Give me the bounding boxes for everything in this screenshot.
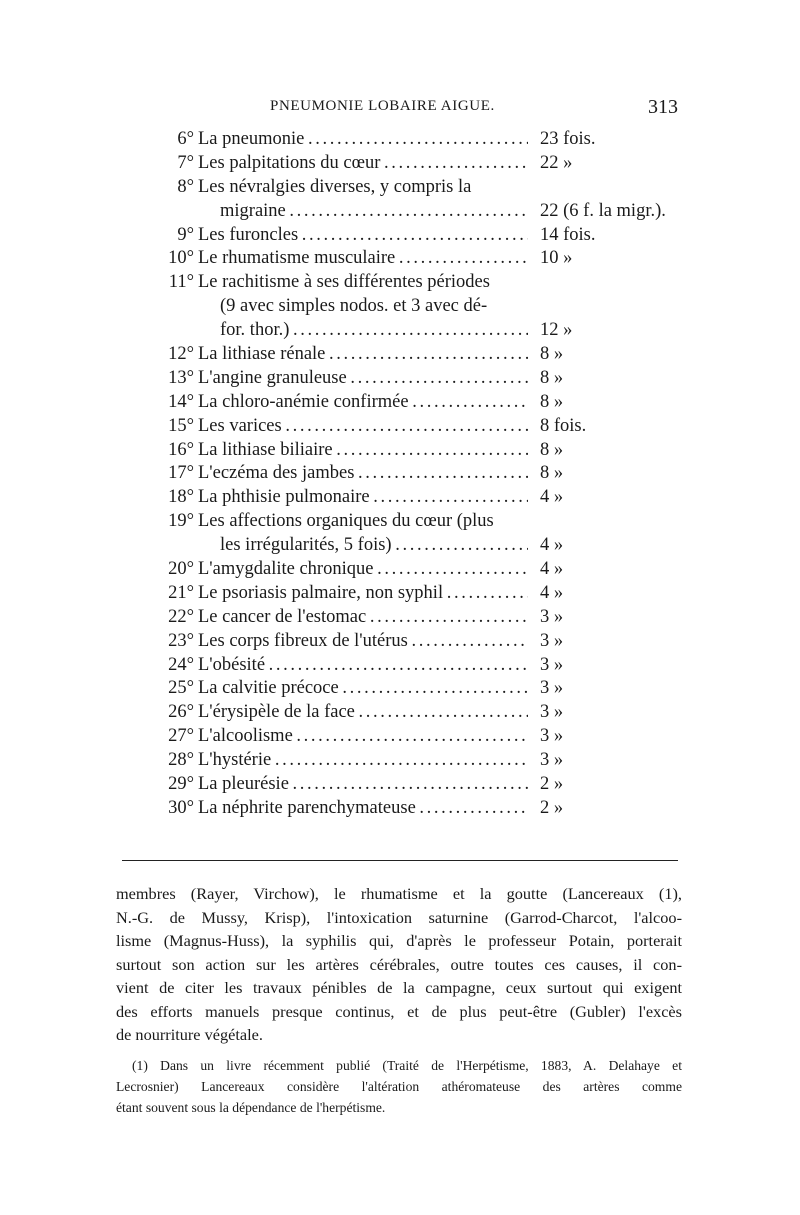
item-text: Les affections organiques du cœur (plus [198,511,494,532]
item-count: 10 » [540,248,573,269]
item-text: L'angine granuleuse . . . [198,367,528,391]
item-count: 23 fois. [540,129,596,149]
item-count: 12 » [540,320,573,341]
list-line [152,247,612,271]
list-item [152,176,666,224]
item-text: L'amygdalite chronique . . . [198,558,528,582]
list-line [152,606,612,630]
item-text: La lithiase rénale . . . [198,343,528,367]
list-line [152,797,612,821]
item-count: 22 » [540,152,573,173]
list-line [152,319,612,343]
statistics-list [152,128,666,821]
list-line [152,200,666,224]
list-line [152,510,612,534]
footnote-divider [122,860,678,861]
list-line [152,654,612,678]
item-count: 4 » [540,535,564,556]
item-number: 20° [168,559,194,580]
item-number: 29° [168,774,194,795]
item-number: 22° [168,606,194,627]
item-text: L'érysipèle de la face . . . [198,701,528,725]
item-number: 6° [177,129,194,149]
item-count: 14 fois. [540,224,596,245]
item-number: 7° [177,152,194,173]
item-count: 8 » [540,463,564,484]
item-count: 2 » [540,797,564,818]
item-text: L'alcoolisme . . . [198,725,528,749]
item-number: 8° [177,176,194,197]
list-item [152,606,612,630]
list-line [152,701,612,725]
item-number: 16° [168,439,194,460]
page-header [270,96,678,120]
item-text: La lithiase biliaire . . . [198,439,528,463]
item-number: 28° [168,750,194,771]
list-line [152,534,612,558]
list-line [152,343,612,367]
item-text: La pleurésie . . . [198,773,528,797]
item-count: 4 » [540,582,564,603]
list-line [152,391,612,415]
item-count: 3 » [540,678,564,699]
item-count: 3 » [540,750,564,771]
list-line [152,176,612,200]
item-text: Le cancer de l'estomac . . . [198,606,528,630]
item-count: 3 » [540,726,564,747]
list-item [152,510,612,558]
paragraph-line: des efforts manuels presque continus, et de plus peut-être (Gubler) l'excès [116,1001,682,1021]
item-text: Le psoriasis palmaire, non syphil . . . [198,582,528,606]
item-text: Les névralgies diverses, y compris la [198,176,472,197]
item-number: 14° [168,391,194,412]
item-text: les irrégularités, 5 fois) . . . [220,534,528,558]
paragraph-line: surtout son action sur les artères cérébrales, outre toutes ces causes, il con- [116,954,682,974]
paragraph-line: N.-G. de Mussy, Krisp), l'intoxication saturnine (Garrod-Charcot, l'alcoo- [116,907,682,927]
item-text: Le rachitisme à ses différentes périodes [198,272,490,293]
list-item [152,271,612,343]
item-number: 26° [168,702,194,723]
item-number: 23° [168,630,194,651]
list-line [152,295,612,319]
item-text: migraine . . . [220,200,528,224]
item-text: La phthisie pulmonaire . . . [198,486,528,510]
item-text: L'eczéma des jambes . . . [198,462,528,486]
item-number: 11° [168,272,194,293]
list-item [152,152,612,176]
item-number: 17° [168,463,194,484]
item-text: (9 avec simples nodos. et 3 avec dé- [220,296,488,317]
item-text: L'hystérie . . . [198,749,528,773]
list-line [152,152,612,176]
list-line [152,224,612,248]
footnote-line: étant souvent sous la dépendance de l'herpétisme. [116,1100,386,1115]
item-number: 18° [168,487,194,508]
list-line [152,367,612,391]
item-count: 8 » [540,367,564,388]
item-text: Les furoncles . . . [198,224,528,248]
item-number: 30° [168,797,194,818]
item-text: Les palpitations du cœur . . . [198,152,528,176]
list-item [152,677,612,701]
list-item [152,224,612,248]
list-line [152,558,612,582]
item-number: 24° [168,654,194,675]
item-number: 19° [168,511,194,532]
item-number: 27° [168,726,194,747]
list-item [152,630,612,654]
item-count: 22 (6 f. la migr.). [540,200,666,221]
list-line [152,582,612,606]
item-text: Le rhumatisme musculaire . . . [198,247,528,271]
list-item [152,343,612,367]
list-line [152,725,612,749]
item-text: La néphrite parenchymateuse . . . [198,797,528,821]
page-number: 313 [648,96,678,118]
list-line [152,773,612,797]
list-item [152,773,612,797]
list-line [152,128,612,152]
item-count: 3 » [540,702,564,723]
item-number: 15° [168,415,194,436]
item-count: 4 » [540,559,564,580]
paragraph-line: de nourriture végétale. [116,1025,263,1044]
item-number: 9° [177,224,194,245]
list-line [152,462,612,486]
item-count: 8 fois. [540,415,587,436]
list-line [152,630,612,654]
item-count: 2 » [540,774,564,795]
item-count: 8 » [540,391,564,412]
item-count: 3 » [540,606,564,627]
item-text: La chloro-anémie confirmée . . . [198,391,528,415]
list-line [152,439,612,463]
list-item [152,128,612,152]
paragraph-line: vient de citer les travaux pénibles de la campagne, ceux surtout qui exigent [116,978,682,997]
item-number: 10° [168,248,194,269]
paragraph-line: lisme (Magnus-Huss), la syphilis qui, d'après le professeur Potain, porterait [116,931,682,950]
item-text: for. thor.) . . . [220,319,528,343]
footnote-line: (1) Dans un livre récemment publié (Traité de l'Herpétisme, 1883, A. Delahaye et [132,1058,682,1073]
list-line [152,749,612,773]
footnote [116,1055,682,1118]
list-line [152,271,612,295]
item-number: 13° [168,367,194,388]
item-number: 25° [168,678,194,699]
list-line [152,677,612,701]
item-count: 4 » [540,487,564,508]
item-text: La pneumonie . . . [198,128,528,152]
list-item [152,701,612,725]
list-line [152,486,612,510]
list-item [152,797,612,821]
item-text: La calvitie précoce . . . [198,677,528,701]
list-item [152,391,612,415]
item-count: 8 » [540,344,564,365]
body-paragraph [116,882,682,1047]
list-line [152,415,612,439]
list-item [152,415,612,439]
paragraph-line: membres (Rayer, Virchow), le rhumatisme et la goutte (Lancereaux (1), [116,884,682,903]
item-number: 12° [168,344,194,365]
list-item [152,558,612,582]
item-text: Les corps fibreux de l'utérus . . . [198,630,528,654]
item-count: 3 » [540,654,564,675]
item-count: 3 » [540,630,564,651]
list-item [152,247,612,271]
footnote-line: Lecrosnier) Lancereaux considère l'altération athéromateuse des artères comme [116,1079,682,1094]
list-item [152,439,612,463]
item-text: L'obésité . . . [198,654,528,678]
list-item [152,367,612,391]
item-number: 21° [168,582,194,603]
list-item [152,486,612,510]
list-item [152,462,612,486]
list-item [152,725,612,749]
running-title: PNEUMONIE LOBAIRE AIGUE. [270,98,495,114]
item-text: Les varices . . . [198,415,528,439]
item-count: 8 » [540,439,564,460]
list-item [152,749,612,773]
list-item [152,654,612,678]
list-item [152,582,612,606]
